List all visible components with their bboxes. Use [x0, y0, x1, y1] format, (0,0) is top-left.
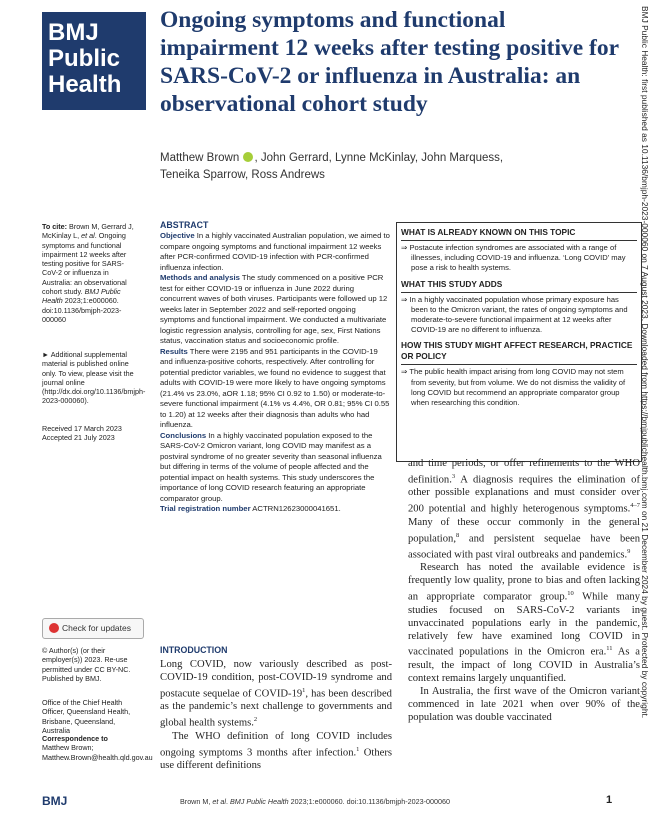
- download-note-text: BMJ Public Health: first published as 10.1136/bmjph-2023-000060 on 7 August 2023. Downloaded from https://bmjpublichealth.bmj.com on 21 December 2024 by guest. Protected by copyright.: [640, 6, 650, 719]
- crossmark-icon: [49, 623, 59, 633]
- cite-etal: et al: [81, 231, 95, 241]
- correspondence: [42, 734, 153, 762]
- logo-line-3: Health: [48, 71, 122, 98]
- results-label: Results: [160, 346, 188, 356]
- introduction-heading: INTRODUCTION: [160, 645, 228, 655]
- article-title: Ongoing symptoms and functional impairment 12 weeks after testing positive for SARS-CoV-2 or influenza in Australia: an observational cohort study: [160, 7, 619, 117]
- citation-block: [42, 222, 138, 324]
- introduction-left: [160, 659, 392, 773]
- footer-citation: [180, 797, 450, 806]
- cite-label: To cite:: [42, 222, 68, 231]
- introduction-right: [408, 458, 640, 724]
- ref-sup[interactable]: 2: [253, 716, 258, 724]
- intro-paragraph-2: [160, 731, 392, 773]
- keybox-item-adds: ⇒ In a highly vaccinated population whose primary exposure has been to the Omicron variant, the rates of ongoing symptoms and moderate-to-severe functional impairment at 12 weeks after COVID-19 are no different to influenza.: [401, 294, 628, 335]
- ref-sup[interactable]: 11: [606, 645, 613, 653]
- intro-paragraph-3: [408, 458, 640, 562]
- footer-cite-journal: BMJ Public Health: [229, 797, 289, 806]
- abstract-objective: [160, 231, 390, 273]
- footer-cite-doi: 2023;1:e000060. doi:10.1136/bmjph-2023-000060: [288, 797, 451, 806]
- footer-cite-etal: et al: [212, 797, 226, 806]
- journal-logo: [42, 12, 146, 110]
- accepted-date: Accepted 21 July 2023: [42, 433, 115, 443]
- ref-sup[interactable]: 3: [451, 472, 456, 480]
- dates-block: [42, 424, 138, 443]
- abstract-trial: [160, 504, 390, 515]
- intro-paragraph-1: [160, 659, 392, 731]
- ref-sup[interactable]: 1: [356, 745, 360, 753]
- check-updates-label: Check for updates: [62, 623, 131, 633]
- ref-sup[interactable]: 10: [567, 590, 574, 598]
- intro-p2-end: Others use different definitions: [160, 747, 392, 771]
- objective-label: Objective: [160, 231, 195, 240]
- orcid-icon[interactable]: [243, 152, 253, 162]
- affiliation: Office of the Chief Health Officer, Queensland Health, Brisbane, Queensland, Australia: [42, 698, 131, 735]
- r2c-text: As a result, the impact of long COVID in Australia’s context remains largely unquantified.: [408, 646, 641, 684]
- keybox-item-affect: ⇒ The public health impact arising from long COVID may not stem from severity, but from volume. We do not dismiss the validity of long COVID but recommend an appropriate comparator group when researching this condition.: [401, 367, 626, 408]
- abstract-results: [160, 347, 390, 431]
- keybox-heading-known: WHAT IS ALREADY KNOWN ON THIS TOPIC: [401, 227, 637, 241]
- conclusions-text: In a highly vaccinated population exposed to the SARS-CoV-2 Omicron variant, long COVID may manifest as a postviral syndrome of no greater severity than seasonal influenza but differing in terms of the volume of people affected and the potential impact on health systems. This study underscores the importance of long COVID research featuring an appropriate comparator group.: [160, 430, 382, 503]
- logo-line-1: BMJ: [48, 19, 99, 46]
- cite-doi: 2023;1:e000060. doi:10.1136/bmjph-2023-000060: [42, 296, 122, 324]
- intro-paragraph-5: [408, 686, 640, 725]
- r2b-text: While many studies focused on SARS-CoV-2 variants in unvaccinated populations early in the pandemic, relatively few have examined long COVID in vaccinated populations in the Omicron era.: [408, 591, 640, 658]
- cite-text-2: . Ongoing symptoms and functional impairment 12 weeks after testing positive for SARS-CoV-2 or influenza in Australia: an observational cohort study.: [42, 231, 127, 297]
- download-note: [622, 6, 652, 766]
- r1c-text: Many of these occur commonly in the general population,: [408, 516, 640, 545]
- license-note: © Author(s) (or their employer(s)) 2023. Re-use permitted under CC BY-NC. Published by BMJ.: [42, 646, 131, 683]
- r3-text: In Australia, the first wave of the Omicron variant commenced in late 2021 when over 90% of the population was double vaccinated: [408, 685, 640, 723]
- keybox-heading-affect: HOW THIS STUDY MIGHT AFFECT RESEARCH, PRACTICE OR POLICY: [401, 340, 637, 365]
- author-first[interactable]: Matthew Brown: [160, 152, 240, 164]
- intro-paragraph-4: [408, 562, 640, 685]
- r2-text: Research has noted the available evidence is frequently low quality, prone to bias and often lacking an appropriate comparator group.: [408, 562, 640, 603]
- footer-cite-a: Brown M,: [180, 797, 213, 806]
- footer-logo: BMJ: [42, 794, 68, 808]
- abstract-conclusions: [160, 431, 390, 505]
- author-line-2: Teneika Sparrow, Ross Andrews: [160, 169, 325, 181]
- keybox-item-known: ⇒ Postacute infection syndromes are associated with a range of illnesses, including COVID-19 and influenza. ‘Long COVID’ may pose a risk to health systems.: [401, 243, 626, 273]
- abstract-methods: [160, 273, 390, 347]
- trial-text: ACTRN12623000041651.: [250, 504, 341, 513]
- keybox-heading-adds: WHAT THIS STUDY ADDS: [401, 279, 637, 293]
- conclusions-label: Conclusions: [160, 430, 207, 440]
- correspondence-label: Correspondence to: [42, 734, 108, 743]
- correspondence-text[interactable]: Matthew Brown; Matthew.Brown@health.qld.gov.au: [42, 743, 153, 762]
- r1b-text: A diagnosis requires the elimination of other possible explanations and must consider over 200 potential and highly heterogenous symptoms.: [408, 474, 640, 515]
- footer-cite-c: .: [225, 797, 230, 806]
- ref-sup[interactable]: 4–7: [630, 502, 640, 510]
- trial-label: Trial registration number: [160, 504, 251, 513]
- cite-journal: BMJ Public Health: [42, 287, 121, 306]
- objective-text: In a highly vaccinated Australian population, we aimed to compare ongoing symptoms and functional impairment 12 weeks after PCR-confirmed COVID-19 infection with PCR-confirmed influenza infection.: [160, 231, 390, 272]
- results-text: There were 2195 and 951 participants in the COVID-19 and influenza-positive cohorts, respectively. After controlling for potential predictor variables, we found no evidence to suggest that adults with COVID-19 were more likely to have ongoing symptoms (21.4% vs 23.0%, aOR 1.18; 95% CI 0.92 to 1.50) or moderate-to-severe functional impairment (4.1% vs 4.4%, OR 0.81; 95% CI 0.55 to 1.20) at 12 weeks after their diagnosis than adults who had influenza.: [160, 346, 390, 429]
- ref-sup[interactable]: 9: [627, 548, 631, 556]
- intro-p1-rest: , has been described as the pandemic’s next challenge to governments and global health systems.: [160, 688, 392, 729]
- r1d-text: and persistent sequelae have been associated with past viral outbreaks and pandemics.: [408, 533, 640, 561]
- intro-p1-text: Long COVID, now variously described as post-COVID-19 condition, post-COVID-19 syndrome and postacute sequelae of COVID-19: [160, 659, 392, 700]
- intro-p2-text: The WHO definition of long COVID includes ongoing symptoms 3 months after infection.: [160, 730, 392, 759]
- supplemental-note[interactable]: ► Additional supplemental material is published online only. To view, please visit the journal online (http://dx.doi.org/10.1136/bmjph-2023-000060).: [42, 350, 146, 406]
- methods-label: Methods and analysis: [160, 273, 240, 282]
- check-updates-button[interactable]: [42, 618, 144, 639]
- ref-sup[interactable]: 1: [302, 686, 306, 694]
- r1-text: and time periods, or offer refinements to the WHO definition.: [408, 458, 640, 486]
- logo-line-2: Public: [48, 45, 121, 72]
- abstract-heading: ABSTRACT: [160, 220, 209, 230]
- page-number: 1: [606, 794, 613, 806]
- key-messages-box: [396, 222, 642, 462]
- received-date: Received 17 March 2023: [42, 424, 122, 433]
- abstract: [160, 220, 390, 515]
- author-others: , John Gerrard, Lynne McKinlay, John Marquess,: [254, 152, 504, 164]
- cite-text: Brown M, Gerrard J, McKinlay L,: [42, 222, 134, 241]
- ref-sup[interactable]: 8: [455, 531, 460, 539]
- methods-text: The study commenced on a positive PCR test for either COVID-19 or influenza in June 2022 during concurrent waves of both viruses. Participants were followed up 12 weeks later in September 2022 and self-reported ongoing symptoms and functional impairment. We conducted a multivariate logistic regression analysis, controlling for age, sex, First Nations status, vaccination status and socioeconomic profile.: [160, 273, 388, 345]
- author-list: [160, 150, 620, 184]
